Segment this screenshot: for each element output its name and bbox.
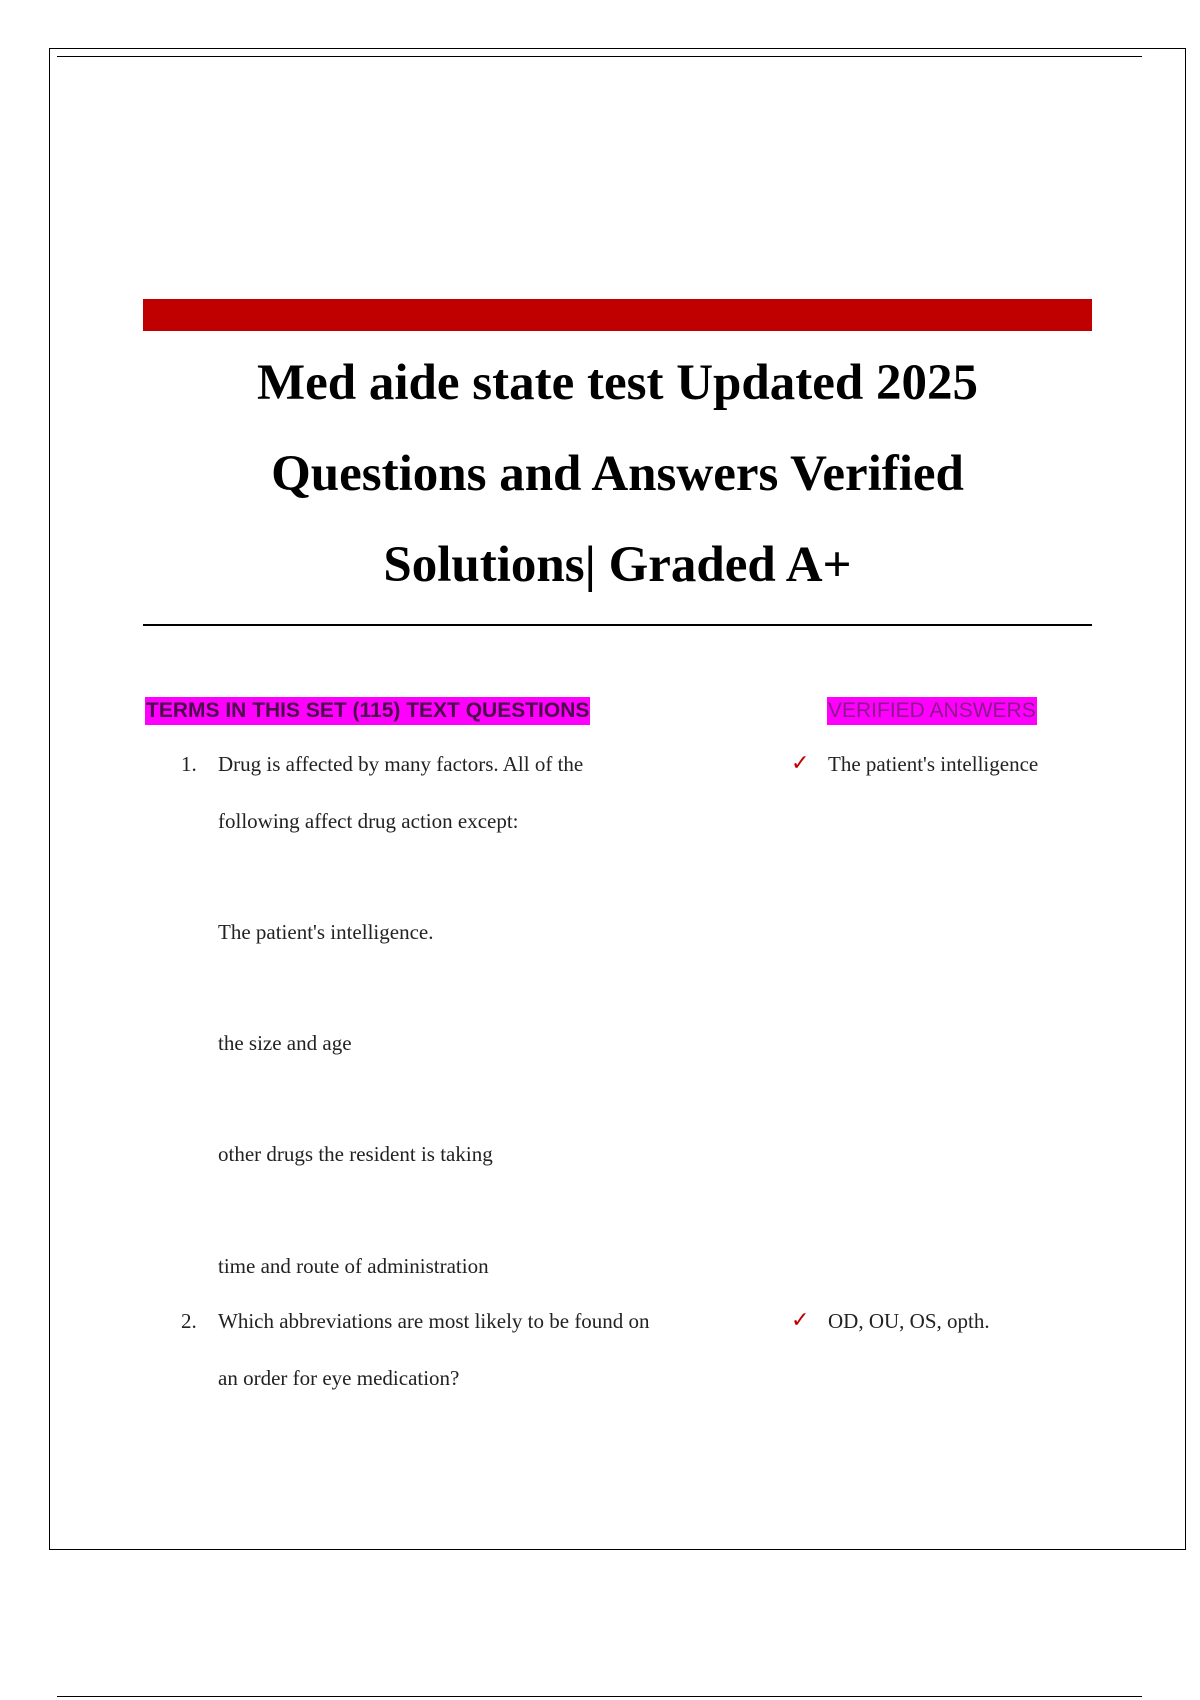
question-option: the size and age: [218, 1031, 352, 1055]
question-text-line: following affect drug action except:: [218, 809, 519, 833]
bottom-rule: [57, 1696, 1142, 1697]
checkmark-icon: ✓: [791, 1308, 810, 1333]
question-text-line: Drug is affected by many factors. All of the: [218, 752, 584, 776]
question-option: The patient's intelligence.: [218, 920, 434, 944]
verified-answer: OD, OU, OS, opth.: [828, 1309, 990, 1333]
title-line-2: Questions and Answers Verified: [271, 446, 964, 502]
verified-answer: The patient's intelligence: [828, 752, 1039, 776]
question-number: 1.: [181, 752, 197, 776]
terms-header: TERMS IN THIS SET (115) TEXT QUESTIONS: [145, 697, 590, 725]
title-red-band: [143, 299, 1092, 331]
top-rule: [57, 56, 1142, 57]
document-title: [143, 338, 1092, 611]
answers-header: VERIFIED ANSWERS: [827, 697, 1037, 725]
checkmark-icon: ✓: [791, 751, 810, 776]
question-text-line: an order for eye medication?: [218, 1366, 460, 1390]
question-number: 2.: [181, 1309, 197, 1333]
question-option: time and route of administration: [218, 1254, 489, 1278]
title-rule: [143, 624, 1092, 626]
title-line-3: Solutions| Graded A+: [383, 537, 852, 593]
question-option: other drugs the resident is taking: [218, 1142, 493, 1166]
question-text-line: Which abbreviations are most likely to be found on: [218, 1309, 650, 1333]
title-line-1: Med aide state test Updated 2025: [257, 355, 978, 411]
